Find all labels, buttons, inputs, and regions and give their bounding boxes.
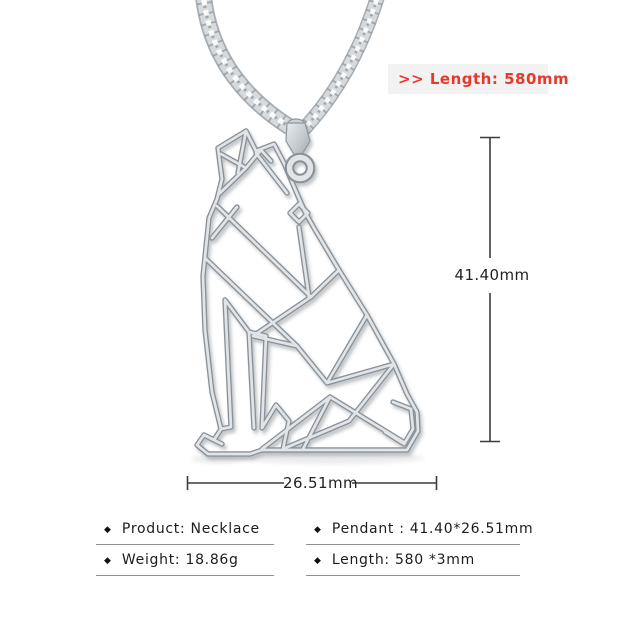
spec-weight bbox=[96, 550, 274, 576]
spec-weight-label: Weight: 18.86g bbox=[121, 552, 239, 568]
height-dimension-line bbox=[480, 138, 500, 442]
pendant-loop bbox=[290, 158, 311, 179]
diamond-bullet-icon: ◆ bbox=[314, 556, 321, 566]
diamond-bullet-icon: ◆ bbox=[104, 556, 111, 566]
chain-left-strand bbox=[203, 0, 296, 131]
length-badge bbox=[388, 64, 570, 94]
necklace-chain bbox=[203, 0, 379, 131]
spec-pendant-size-label: Pendant : 41.40*26.51mm bbox=[331, 521, 534, 537]
pendant-height-label: 41.40mm bbox=[454, 266, 530, 284]
spec-product-label: Product: Necklace bbox=[121, 521, 260, 537]
spec-product bbox=[96, 519, 274, 545]
chain-right-strand bbox=[302, 0, 379, 131]
pendant-width-label: 26.51mm bbox=[283, 474, 358, 492]
diamond-bullet-icon: ◆ bbox=[104, 525, 111, 535]
spec-pendant-size bbox=[306, 519, 534, 545]
spec-chain-length bbox=[306, 550, 520, 576]
pendant-wolf bbox=[197, 119, 418, 454]
length-badge-text: >> Length: 580mm bbox=[398, 70, 570, 88]
diamond-bullet-icon: ◆ bbox=[314, 525, 321, 535]
spec-chain-length-label: Length: 580 *3mm bbox=[331, 552, 475, 568]
